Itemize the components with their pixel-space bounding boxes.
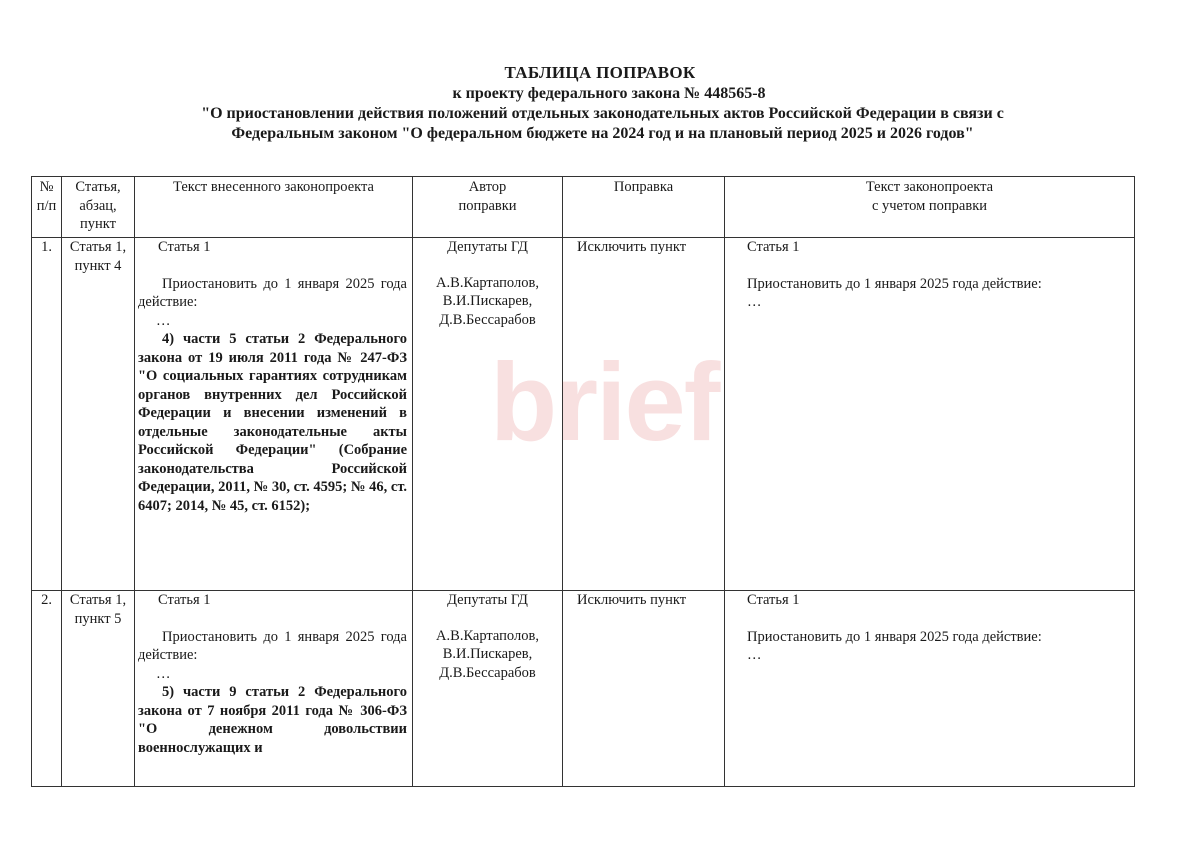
col-header-number: № п/п [32,177,62,238]
col-header-author: Автор поправки [413,177,563,238]
bill-item-text: 4) части 5 статьи 2 Федерального закона от 19 июля 2011 года № 247-ФЗ "О социальных гарантиях сотрудникам органов внутренних дел Российской Федерации и внесении изменений в отдельные законодательные акты Российской Федерации" (Собрание законодательства Российской Федерации, 2011, № 30, ст. 4595; № 46, ст. 6407; 2014, № 45, ст. 6152); [138,331,407,514]
col-header-amendment: Поправка [563,177,725,238]
row-bill-text [135,591,413,787]
table-row [32,238,1135,591]
row-article: Статья 1, пункт 5 [62,591,135,787]
final-paragraph: Приостановить до 1 января 2025 года действие: [747,628,1042,645]
row-final-text [725,238,1135,591]
bill-name-line-1: "О приостановлении действия положений отдельных законодательных актов Российской Федерации в связи с [201,105,1004,122]
row-amendment: Исключить пункт [563,238,725,591]
row-number: 2. [32,591,62,787]
col-header-bill-text: Текст внесенного законопроекта [135,177,413,238]
row-amendment: Исключить пункт [563,591,725,787]
final-ellipsis: … [747,647,762,663]
bill-article-heading: Статья 1 [158,592,211,608]
col-header-article: Статья, абзац, пункт [62,177,135,238]
bill-article-heading: Статья 1 [158,239,211,255]
row-author: Депутаты ГД А.В.Картаполов, В.И.Пискарев, Д.В.Бессарабов [413,238,563,591]
final-article-heading: Статья 1 [747,592,800,608]
row-final-text [725,591,1135,787]
document-header [0,62,1200,144]
final-paragraph: Приостановить до 1 января 2025 года действие: [747,275,1042,292]
final-article-heading: Статья 1 [747,239,800,255]
bill-paragraph: Приостановить до 1 января 2025 года действие: [138,628,407,663]
row-number: 1. [32,238,62,591]
row-bill-text [135,238,413,591]
row-article: Статья 1, пункт 4 [62,238,135,591]
document-title: ТАБЛИЦА ПОПРАВОК [504,63,696,82]
col-header-final-text: Текст законопроекта с учетом поправки [725,177,1135,238]
table-header-row [32,177,1135,238]
bill-ellipsis: … [156,665,171,682]
row-author: Депутаты ГД А.В.Картаполов, В.И.Пискарев, Д.В.Бессарабов [413,591,563,787]
document-subtitle: к проекту федерального закона № 448565-8 [452,85,766,102]
table-row [32,591,1135,787]
amendments-table [31,176,1135,787]
final-ellipsis: … [747,294,762,310]
bill-item-text: 5) части 9 статьи 2 Федерального закона от 7 ноября 2011 года № 306-ФЗ "О денежном довольствии военнослужащих и [138,684,407,756]
bill-name-line-2: Федеральным законом "О федеральном бюджете на 2024 год и на плановый период 2025 и 2026 годов" [231,125,974,142]
bill-ellipsis: … [156,312,171,329]
bill-paragraph: Приостановить до 1 января 2025 года действие: [138,275,407,310]
brief-watermark: brief [490,341,719,464]
